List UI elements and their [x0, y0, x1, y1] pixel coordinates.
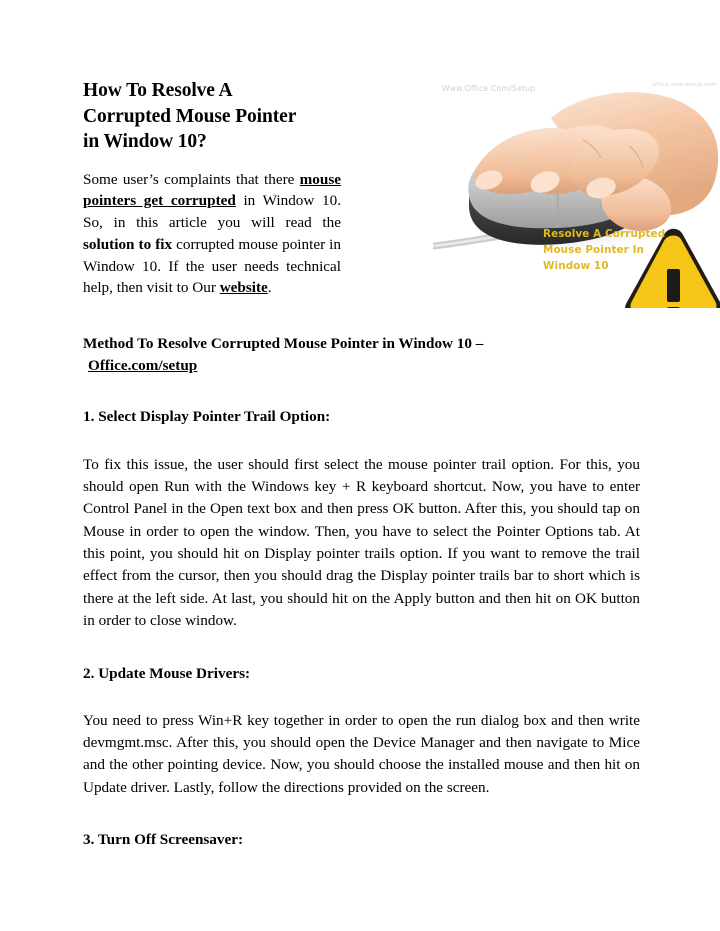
intro-text-1: Some user’s complaints that there — [83, 170, 300, 188]
watermark-right: office.com-setup.com — [652, 82, 717, 88]
intro-paragraph — [83, 169, 341, 299]
method-heading — [83, 333, 640, 376]
hero-caption-line-1: Resolve A Corrupted — [543, 228, 666, 240]
method-heading-line: Method To Resolve Corrupted Mouse Pointer in Window 10 – — [83, 335, 484, 352]
page-title — [83, 78, 341, 155]
intro-text-4: . — [267, 279, 272, 297]
intro-link-website[interactable]: website — [219, 279, 268, 297]
intro-bold-solution: solution to fix — [83, 235, 173, 253]
title-line-1: How To Resolve A — [83, 80, 233, 101]
title-line-2: Corrupted Mouse Pointer — [83, 105, 297, 127]
document-content — [83, 78, 717, 850]
hero-image — [433, 78, 720, 308]
body-content — [83, 299, 640, 850]
section-heading-2: 2. Update Mouse Drivers: — [83, 664, 251, 682]
title-and-intro-column — [83, 78, 341, 299]
hero-caption-line-3: Window 10 — [543, 260, 609, 273]
section-heading-3: 3. Turn Off Screensaver: — [83, 831, 244, 849]
hero-caption-line-2: Mouse Pointer In — [543, 244, 645, 257]
hero-caption — [543, 226, 665, 274]
intro-link-mouse-pointers[interactable]: mouse pointers get corrupted — [83, 170, 341, 210]
section-body-2: You need to press Win+R key together in order to open the run dialog box and then write devmgmt.msc. After this, you should open the Device Manager and then navigate to Mice and the other pointing device. Now, you should choose the installed mouse and then hit on Update driver. Lastly, follow the directions provided on the screen. — [83, 711, 640, 796]
intro-text-3: corrupted mouse pointer in Window 10. If the user needs technical help, then visit to Our — [83, 235, 341, 297]
method-heading-link[interactable]: Office.com/setup — [88, 356, 198, 374]
section-heading-1: 1. Select Display Pointer Trail Option: — [83, 408, 331, 426]
section-body-1: To fix this issue, the user should first select the mouse pointer trail option. For this, you should open Run with the Windows key + R keyboard shortcut. Now, you have to enter Control Panel in the Open text box and then press OK button. After this, you should tap on Mouse in order to open the window. Then, you have to select the Pointer Options tab. At this point, you should hit on Display pointer trails option. If you want to remove the trail effect from the cursor, then you should drag the Display pointer trails bar to short which is there at the left side. At last, you should hit on the Apply button and then hit on OK button in order to close window. — [83, 455, 640, 630]
watermark-left: Www.Office.Com/Setup — [442, 84, 536, 93]
title-line-3: in Window 10? — [83, 131, 207, 153]
intro-text-2: in Window 10. So, in this article you will read the — [83, 192, 341, 232]
